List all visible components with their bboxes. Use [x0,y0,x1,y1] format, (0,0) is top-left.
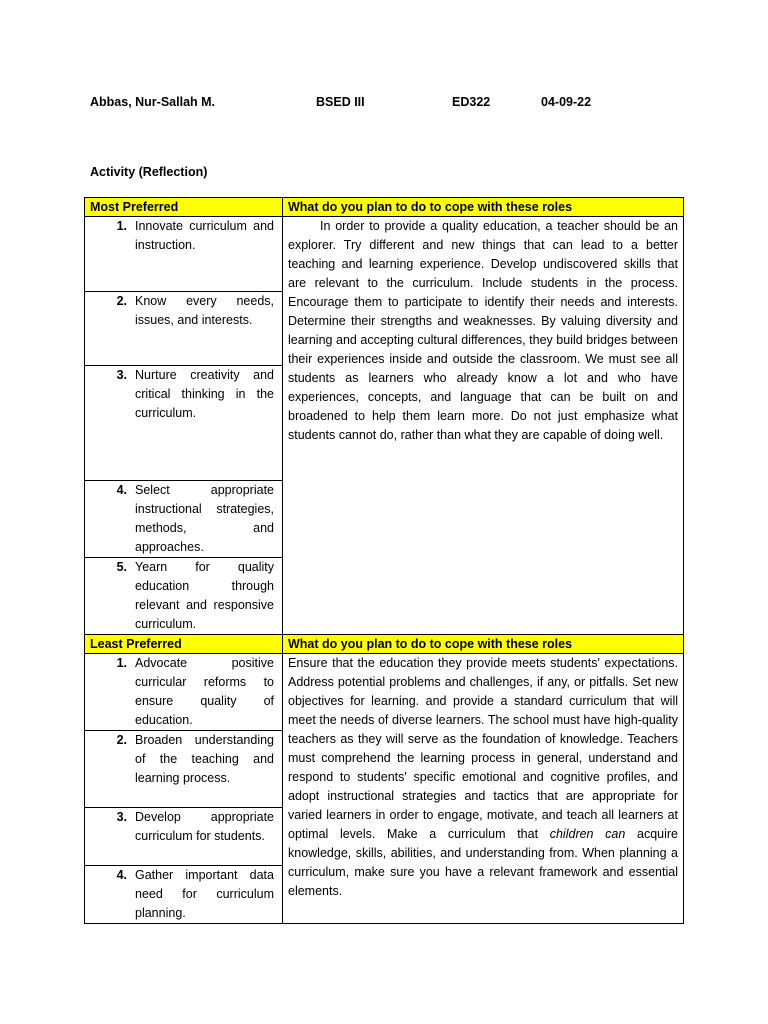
most-preferred-header: Most Preferred [85,198,283,217]
course-section: BSED III [316,95,365,109]
date: 04-09-22 [541,95,592,109]
reflection-table [84,197,684,924]
least-plan-header: What do you plan to do to cope with these roles [283,635,684,654]
list-item: 2. Know every needs, issues, and interests. [116,294,274,327]
most-preferred-header-row [85,198,684,217]
most-plan-header: What do you plan to do to cope with these roles [283,198,684,217]
most-item-row [85,217,684,292]
list-item: 4. Gather important data need for curriculum planning. [116,868,274,920]
list-item: 1. Advocate positive curricular reforms to ensure quality of education. [116,656,274,727]
least-preferred-header-row [85,635,684,654]
subject-code: ED322 [452,95,491,109]
least-plan-response: Ensure that the education they provide meets students' expectations. Address potential problems and challenges, if any, or pitfalls. Set new objectives for learning. and provide a standard curriculum that will meet the needs of diverse learners. The school must have high-quality teachers as they will serve as the foundation of knowledge. Teachers must comprehend the learning process in general, understand and respond to students' specific emotional and cognitive profiles, and adopt instructional strategies and tactics that are appropriate for varied learners in order to engage, motivate, and teach all learners at optimal levels. Make a curriculum that children can acquire knowledge, skills, abilities, and understanding from. When planning a curriculum, make sure you have a relevant framework and essential elements. [283,654,684,924]
list-item: 3. Develop appropriate curriculum for students. [116,810,274,843]
list-item: 4. Select appropriate instructional strategies, methods, and approaches. [116,483,274,554]
most-plan-response: In order to provide a quality education, a teacher should be an explorer. Try different and new things that can lead to a better teaching and learning experience. Develop undiscovered skills that are relevant to the curriculum. Include students in the process. Encourage them to participate to identify their needs and interests. Determine their strengths and weaknesses. By valuing diversity and learning and accepting cultural differences, they build bridges between their experiences inside and outside the classroom. We must see all students as learners who already know a lot and who have experiences, concepts, and language that can be built on and broadened to help them learn more. Do not just emphasize what students cannot do, rather than what they are capable of doing well. [283,217,684,635]
list-item: 1. Innovate curriculum and instruction. [116,219,274,252]
list-item: 5. Yearn for quality education through relevant and responsive curriculum. [116,560,274,631]
student-name: Abbas, Nur-Sallah M. [90,95,216,109]
activity-title: Activity (Reflection) [90,165,208,179]
list-item: 3. Nurture creativity and critical thinking in the curriculum. [116,368,274,420]
least-preferred-header: Least Preferred [85,635,283,654]
least-item-row [85,654,684,731]
list-item: 2. Broaden understanding of the teaching and learning process. [116,733,274,785]
